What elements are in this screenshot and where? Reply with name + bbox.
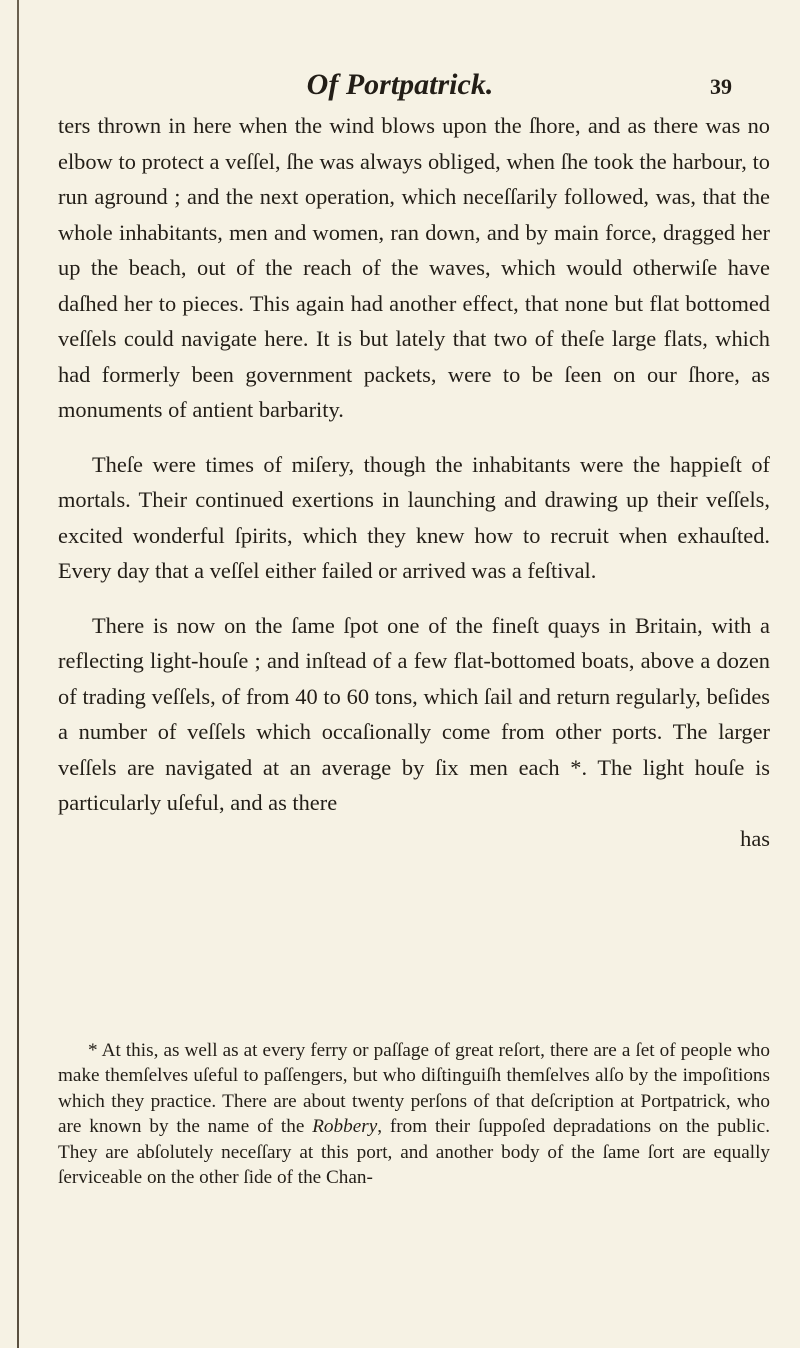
page-gutter-line — [17, 0, 19, 1348]
main-text — [58, 108, 770, 856]
page-number: 39 — [710, 74, 732, 99]
paragraph: There is now on the ſame ſpot one of the fineſt quays in Britain, with a reflecting light-houſe ; and inſtead of a few flat-bottomed boats, above a dozen of trading veſſels, of from 40 to 60 tons, which ſail and return regularly, beſides a number of veſſels which occaſionally come from other ports. The larger veſſels are navigated at an average by ſix men each *. The light houſe is particularly uſeful, and as there — [58, 612, 770, 815]
footnote-italic-term: Robbery — [312, 1116, 378, 1138]
catchword: has — [740, 825, 770, 851]
footnote — [58, 1038, 770, 1190]
paragraph: Theſe were times of miſery, though the inhabitants were the happieſt of mortals. Their continued exertions in launching and drawing up their veſſels, excited wonderful ſpirits, which they knew how to recruit when exhauſted. Every day that a veſſel either failed or arrived was a feſtival. — [58, 451, 770, 583]
page-header — [60, 68, 740, 108]
paragraph: ters thrown in here when the wind blows upon the ſhore, and as there was no elbow to protect a veſſel, ſhe was always obliged, when ſhe took the harbour, to run aground ; and the next operation, which neceſſarily followed, was, that the whole inhabitants, men and women, ran down, and by main force, dragged her up the beach, out of the reach of the waves, which would otherwiſe have daſhed her to pieces. This again had another effect, that none but flat bottomed veſſels could navigate here. It is but lately that two of theſe large flats, which had formerly been government packets, were to be ſeen on our ſhore, as monuments of antient barbarity. — [58, 113, 770, 422]
footnote-text: * At this, as well as at every ferry or paſſage of great reſort, there are a ſet of people who make themſelves uſeful to paſſengers, but who diſtinguiſh themſelves alſo by the impoſitions which they practice. There are about twenty perſons of that deſcription at Portpatrick, who are known by the name of the — [58, 1040, 770, 1138]
running-title: Of Portpatrick. — [306, 68, 494, 101]
footnote-text-continued: , from their ſuppoſed depradations on the public. They are abſolutely neceſſary at this port, and another body of the ſame ſort are equally ſerviceable on the other ſide of the Chan- — [58, 1116, 770, 1189]
